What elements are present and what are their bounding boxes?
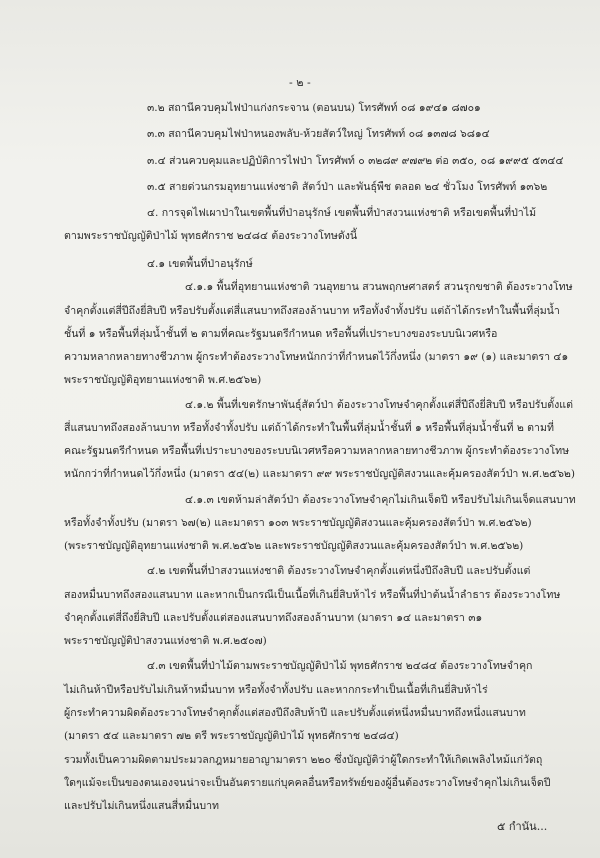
page-number: - ๒ - bbox=[289, 76, 311, 89]
paragraph-4-2: พระราชบัญญัติป่าสงวนแห่งชาติ พ.ศ.๒๕๐๗) bbox=[64, 635, 267, 647]
continuation-marker: ๕ กำนัน... bbox=[497, 820, 548, 833]
paragraph-4-1-1: ความหลากหลายทางชีวภาพ ผู้กระทำต้องระวางโทษหนักกว่าที่กำหนดไว้กึ่งหนึ่ง (มาตรา ๑๙ (๑) และมาตรา ๔๑ bbox=[64, 351, 569, 363]
paragraph-4-1-2: หนักกว่าที่กำหนดไว้กึ่งหนึ่ง (มาตรา ๕๔(๒) และมาตรา ๙๙ พระราชบัญญัติสงวนและคุ้มครองสัตว์ป่า พ.ศ.๒๕๖๒) bbox=[64, 468, 576, 480]
paragraph-4-3: ไม่เกินห้าปีหรือปรับไม่เกินห้าหมื่นบาท หรือทั้งจำทั้งปรับ และหากกระทำเป็นเนื้อที่เกินยี่สิบห้าไร่ bbox=[64, 684, 488, 696]
paragraph-4-1-2: สี่แสนบาทถึงสองล้านบาท หรือทั้งจำทั้งปรับ แต่ถ้าได้กระทำในพื้นที่ลุ่มน้ำชั้นที่ ๑ หรือพื้นที่ลุ่มน้ำชั้นที่ ๒ ตามที่ bbox=[64, 422, 554, 434]
contact-line: ๓.๒ สถานีควบคุมไฟป่าแก่งกระจาน (ตอนบน) โทรศัพท์ ๐๘ ๑๙๔๑ ๘๗๐๑ bbox=[147, 102, 481, 114]
contact-line: ๓.๕ สายด่วนกรมอุทยานแห่งชาติ สัตว์ป่า และพันธุ์พืช ตลอด ๒๔ ชั่วโมง โทรศัพท์ ๑๓๖๒ bbox=[147, 181, 548, 193]
paragraph-4-2: จำคุกตั้งแต่สี่ถึงยี่สิบปี และปรับตั้งแต่สองแสนบาทถึงสองล้านบาท (มาตรา ๑๔ และมาตรา ๓๑ bbox=[64, 612, 483, 624]
paragraph-penal-code: ใดๆแม้จะเป็นของตนเองจนน่าจะเป็นอันตรายแก่บุคคลอื่นหรือทรัพย์ของผู้อื่นต้องระวางโทษจำคุกไม่เกินเจ็ดปี bbox=[64, 777, 551, 789]
paragraph-4-1-3: (พระราชบัญญัติอุทยานแห่งชาติ พ.ศ.๒๕๖๒ และพระราชบัญญัติสงวนและคุ้มครองสัตว์ป่า พ.ศ.๒๕๖๒) bbox=[64, 540, 524, 552]
paragraph-4-1-3: ๔.๑.๓ เขตห้ามล่าสัตว์ป่า ต้องระวางโทษจำคุกไม่เกินเจ็ดปี หรือปรับไม่เกินเจ็ดแสนบาท bbox=[185, 494, 576, 506]
section-4-intro: ตามพระราชบัญญัติป่าไม้ พุทธศักราช ๒๔๘๔ ต้องระวางโทษดังนี้ bbox=[64, 230, 358, 242]
paragraph-4-1-3: หรือทั้งจำทั้งปรับ (มาตรา ๖๗(๒) และมาตรา ๑๐๓ พระราชบัญญัติสงวนและคุ้มครองสัตว์ป่า พ.ศ.๒๕๖๒) bbox=[64, 517, 532, 529]
paragraph-4-1-2: คณะรัฐมนตรีกำหนด หรือพื้นที่เปราะบางของระบบนิเวศหรือความหลากหลายทางชีวภาพ ผู้กระทำต้องระวางโทษ bbox=[64, 445, 570, 457]
paragraph-4-2: ๔.๒ เขตพื้นที่ป่าสงวนแห่งชาติ ต้องระวางโทษจำคุกตั้งแต่หนึ่งปีถึงสิบปี และปรับตั้งแต่ bbox=[147, 565, 531, 577]
paragraph-4-3: ๔.๓ เขตพื้นที่ป่าไม้ตามพระราชบัญญัติป่าไม้ พุทธศักราช ๒๔๘๔ ต้องระวางโทษจำคุก bbox=[147, 660, 533, 672]
heading-4-1: ๔.๑ เขตพื้นที่ป่าอนุรักษ์ bbox=[147, 258, 253, 270]
paragraph-4-3: ผู้กระทำความผิดต้องระวางโทษจำคุกตั้งแต่สองปีถึงสิบห้าปี และปรับตั้งแต่หนึ่งหมื่นบาทถึงหนึ่งแสนบาท bbox=[64, 707, 526, 719]
paragraph-4-1-2: ๔.๑.๒ พื้นที่เขตรักษาพันธุ์สัตว์ป่า ต้องระวางโทษจำคุกตั้งแต่สี่ปีถึงยี่สิบปี หรือปรับตั้งแต่ bbox=[185, 399, 573, 411]
paragraph-penal-code: และปรับไม่เกินหนึ่งแสนสี่หมื่นบาท bbox=[64, 800, 220, 812]
contact-line: ๓.๔ ส่วนควบคุมและปฏิบัติการไฟป่า โทรศัพท์ ๐ ๓๒๘๙ ๙๗๙๒ ต่อ ๓๕๐, ๐๘ ๑๙๙๕ ๕๓๔๔ bbox=[147, 155, 564, 167]
paragraph-penal-code: รวมทั้งเป็นความผิดตามประมวลกฎหมายอาญามาตรา ๒๒๐ ซึ่งบัญญัติว่าผู้ใดกระทำให้เกิดเพลิงไหม้แก่วัตถุ bbox=[64, 754, 543, 766]
paragraph-4-1-1: จำคุกตั้งแต่สี่ปีถึงยี่สิบปี หรือปรับตั้งแต่สี่แสนบาทถึงสองล้านบาท หรือทั้งจำทั้งปรับ แต่ถ้าได้กระทำในพื้นที่ลุ่มน้ำ bbox=[64, 305, 560, 317]
paragraph-4-1-1: ชั้นที่ ๑ หรือพื้นที่ลุ่มน้ำชั้นที่ ๒ ตามที่คณะรัฐมนตรีกำหนด หรือพื้นที่เปราะบางของระบบนิเวศหรือ bbox=[64, 328, 498, 340]
paragraph-4-3: (มาตรา ๕๔ และมาตรา ๗๒ ตรี พระราชบัญญัติป่าไม้ พุทธศักราช ๒๔๘๔) bbox=[64, 730, 399, 742]
contact-line: ๓.๓ สถานีควบคุมไฟป่าหนองพลับ-ห้วยสัตว์ใหญ่ โทรศัพท์ ๐๘ ๑๓๗๘ ๖๘๑๔ bbox=[147, 128, 490, 140]
paragraph-4-2: สองหมื่นบาทถึงสองแสนบาท และหากเป็นกรณีเป็นเนื้อที่เกินยี่สิบห้าไร่ หรือพื้นที่ป่าต้นน้ำลำธาร ต้องระวางโทษ bbox=[64, 589, 561, 601]
paragraph-4-1-1: ๔.๑.๑ พื้นที่อุทยานแห่งชาติ วนอุทยาน สวนพฤกษศาสตร์ สวนรุกขชาติ ต้องระวางโทษ bbox=[185, 281, 573, 293]
paragraph-4-1-1: พระราชบัญญัติอุทยานแห่งชาติ พ.ศ.๒๕๖๒) bbox=[64, 374, 262, 386]
section-4-intro: ๔. การจุดไฟเผาป่าในเขตพื้นที่ป่าอนุรักษ์ เขตพื้นที่ป่าสงวนแห่งชาติ หรือเขตพื้นที่ป่าไม้ bbox=[147, 207, 537, 219]
